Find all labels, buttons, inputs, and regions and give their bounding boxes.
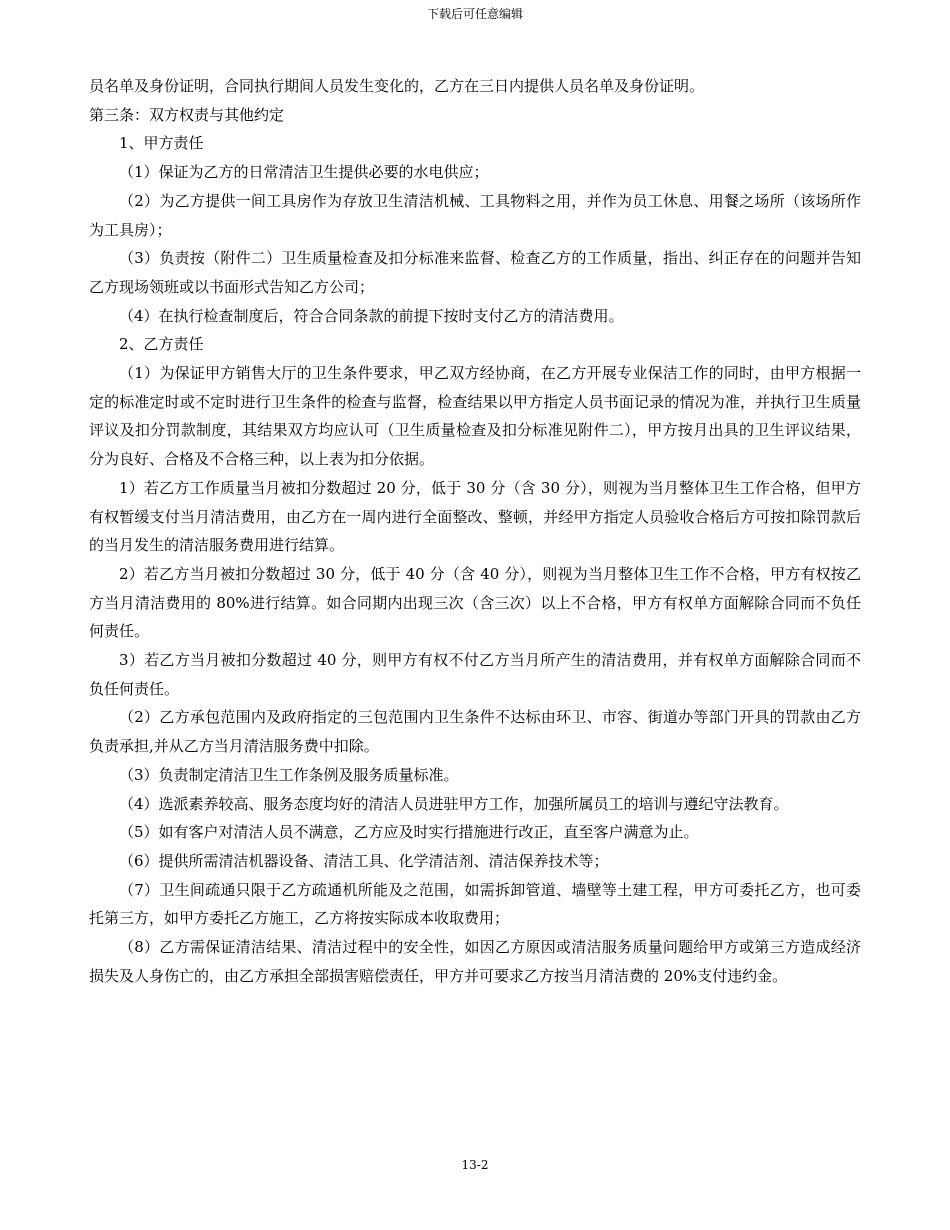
paragraph-b-1: （1）为保证甲方销售大厅的卫生条件要求，甲乙双方经协商，在乙方开展专业保洁工作的同时，由甲方根据一定的标准定时或不定时进行卫生条件的检查与监督，检查结果以甲方指定人员书面记录的情况为准，并执行卫生质量评议及扣分罚款制度，其结果双方均应认可（卫生质量检查及扣分标准见附件二），甲方按月出具的卫生评议结果，分为良好、合格及不合格三种，以上表为扣分依据。 <box>89 364 861 469</box>
paragraph-b-7: （7）卫生间疏通只限于乙方疏通机所能及之范围，如需拆卸管道、墙壁等土建工程，甲方可委托乙方，也可委托第三方，如甲方委托乙方施工，乙方将按实际成本收取费用； <box>89 880 861 928</box>
paragraph-b-2: （2）乙方承包范围内及政府指定的三包范围内卫生条件不达标由环卫、市容、街道办等部门开具的罚款由乙方负责承担,并从乙方当月清洁服务费中扣除。 <box>89 708 861 756</box>
paragraph-b-8: （8）乙方需保证清洁结果、清洁过程中的安全性，如因乙方原因或清洁服务质量问题给甲方或第三方造成经济损失及人身伤亡的，由乙方承担全部损害赔偿责任，甲方并可要求乙方按当月清洁费的 20%支付违约金。 <box>89 938 861 985</box>
paragraph-b-6: （6）提供所需清洁机器设备、清洁工具、化学清洁剂、清洁保养技术等； <box>119 851 609 870</box>
paragraph-a-4: （4）在执行检查制度后，符合合同条款的前提下按时支付乙方的清洁费用。 <box>119 306 624 325</box>
paragraph-b-1-3: 3）若乙方当月被扣分数超过 40 分，则甲方有权不付乙方当月所产生的清洁费用，并有权单方面解除合同而不负任何责任。 <box>89 651 861 698</box>
document-body <box>89 72 861 991</box>
page-number: 13-2 <box>461 1158 489 1172</box>
paragraph-b-1-1: 1）若乙方工作质量当月被扣分数超过 20 分，低于 30 分（含 30 分），则视为当月整体卫生工作合格，但甲方有权暂缓支付当月清洁费用，由乙方在一周内进行全面整改、整顿，并经甲方指定人员验收合格后方可按扣除罚款后的当月发生的清洁服务费用进行结算。 <box>89 478 861 555</box>
paragraph-b-4: （4）选派素养较高、服务态度均好的清洁人员进驻甲方工作，加强所属员工的培训与遵纪守法教育。 <box>119 794 789 813</box>
section-heading-article-3: 第三条：双方权责与其他约定 <box>89 105 285 124</box>
paragraph-b-1-2: 2）若乙方当月被扣分数超过 30 分，低于 40 分（含 40 分），则视为当月整体卫生工作不合格，甲方有权按乙方当月清洁费用的 80%进行结算。如合同期内出现三次（含三次）以上不合格，甲方有权单方面解除合同而不负任何责任。 <box>89 564 861 641</box>
paragraph-a-1: （1）保证为乙方的日常清洁卫生提供必要的水电供应； <box>119 163 489 182</box>
subheading-party-a: 1、甲方责任 <box>119 134 204 153</box>
paragraph-a-3: （3）负责按（附件二）卫生质量检查及扣分标准来监督、检查乙方的工作质量，指出、纠正存在的问题并告知乙方现场领班或以书面形式告知乙方公司； <box>89 249 861 296</box>
subheading-party-b: 2、乙方责任 <box>119 335 204 354</box>
paragraph-continuation: 员名单及身份证明，合同执行期间人员发生变化的，乙方在三日内提供人员名单及身份证明。 <box>89 77 705 95</box>
paragraph-b-3: （3）负责制定清洁卫生工作条例及服务质量标准。 <box>119 765 459 784</box>
paragraph-a-2: （2）为乙方提供一间工具房作为存放卫生清洁机械、工具物料之用，并作为员工休息、用餐之场所（该场所作为工具房）； <box>89 191 861 239</box>
page-header: 下载后可任意编辑 <box>426 7 523 21</box>
paragraph-b-5: （5）如有客户对清洁人员不满意，乙方应及时实行措施进行改正，直至客户满意为止。 <box>119 823 699 842</box>
